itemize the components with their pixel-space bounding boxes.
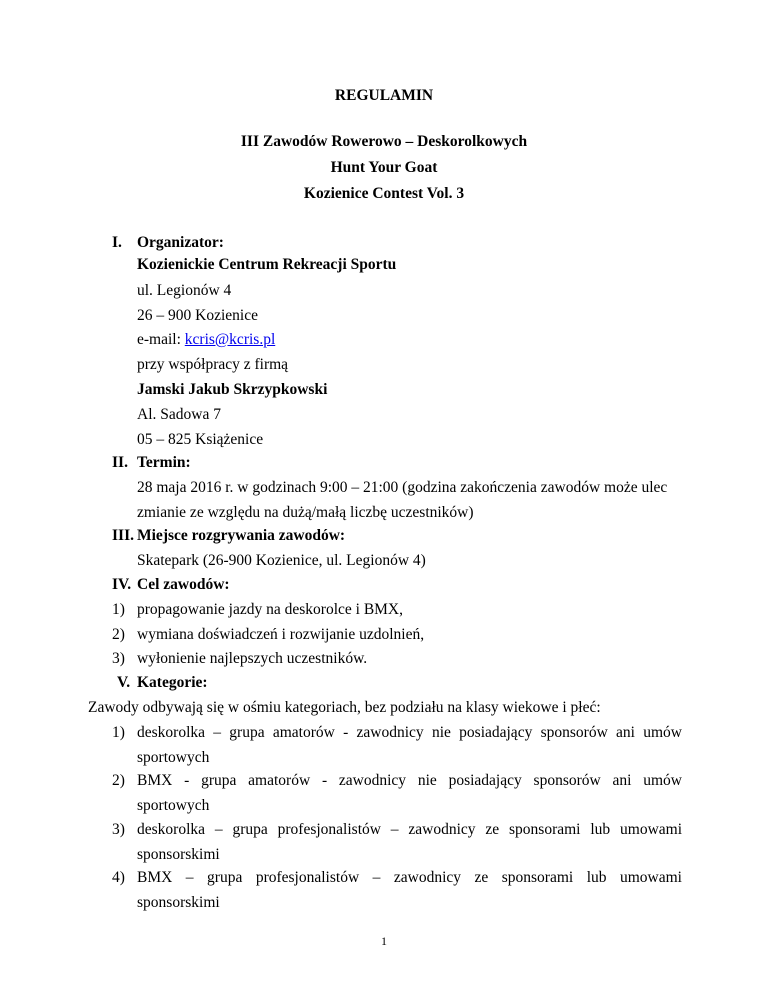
categories-intro: Zawody odbywają się w ośmiu kategoriach, bez podziału na klasy wiekowe i płeć: [88,699,601,716]
page-number: 1 [381,934,387,948]
category-3-line-1: deskorolka – grupa profesjonalistów – zawodnicy ze sponsorami lub umowami [137,821,682,838]
category-4-line-1: BMX – grupa profesjonalistów – zawodnicy ze sponsorami lub umowami [137,869,682,886]
goal-item-1-number: 1) [112,601,125,618]
goal-item-2-number: 2) [112,626,125,643]
email-link[interactable]: kcris@kcris.pl [184,331,276,348]
partner-street: Al. Sadowa 7 [137,406,221,423]
section-2-number: II. [112,454,128,471]
document-title: REGULAMIN [334,87,434,104]
partner-city: 05 – 825 Książenice [137,431,264,448]
section-4-heading: Cel zawodów: [137,576,230,593]
category-3-line-2: sponsorskimi [137,846,220,863]
section-4-number: IV. [112,576,132,593]
section-5-number: V. [117,674,131,691]
category-2-line-1: BMX - grupa amatorów - zawodnicy nie posiadający sponsorów ani umów [137,772,682,789]
date-line-1: 28 maja 2016 r. w godzinach 9:00 – 21:00 (godzina zakończenia zawodów może ulec [137,479,668,496]
organizer-email-line [137,331,275,349]
category-1-number: 1) [112,724,125,741]
email-label: e-mail: [137,331,185,348]
organizer-city: 26 – 900 Kozienice [137,307,258,324]
subtitle-line-1: III Zawodów Rowerowo – Deskorolkowych [240,133,528,150]
organizer-name: Kozienickie Centrum Rekreacji Sportu [137,256,397,273]
organizer-street: ul. Legionów 4 [137,282,232,299]
section-1-heading: Organizator: [137,234,224,251]
subtitle-line-3: Kozienice Contest Vol. 3 [303,185,465,202]
section-1-number: I. [112,234,122,251]
goal-item-3-number: 3) [112,650,125,667]
category-1-line-2: sportowych [137,749,210,766]
category-2-line-2: sportowych [137,797,210,814]
goal-item-1: propagowanie jazdy na deskorolce i BMX, [137,601,404,618]
section-3-heading: Miejsce rozgrywania zawodów: [137,527,346,544]
category-4-line-2: sponsorskimi [137,894,220,911]
category-1-line-1: deskorolka – grupa amatorów - zawodnicy nie posiadający sponsorów ani umów [137,724,682,741]
partner-name: Jamski Jakub Skrzypkowski [137,381,328,398]
goal-item-2: wymiana doświadczeń i rozwijanie uzdolnień, [137,626,425,643]
venue-line: Skatepark (26-900 Kozienice, ul. Legionów 4) [137,552,426,569]
goal-item-3: wyłonienie najlepszych uczestników. [137,650,368,667]
date-line-2: zmianie ze względu na dużą/małą liczbę uczestników) [137,504,474,521]
category-2-number: 2) [112,772,125,789]
section-3-number: III. [112,527,134,544]
subtitle-line-2: Hunt Your Goat [330,159,438,176]
section-5-heading: Kategorie: [137,674,208,691]
category-3-number: 3) [112,821,125,838]
cooperation-text: przy współpracy z firmą [137,356,289,373]
section-2-heading: Termin: [137,454,191,471]
category-4-number: 4) [112,869,125,886]
